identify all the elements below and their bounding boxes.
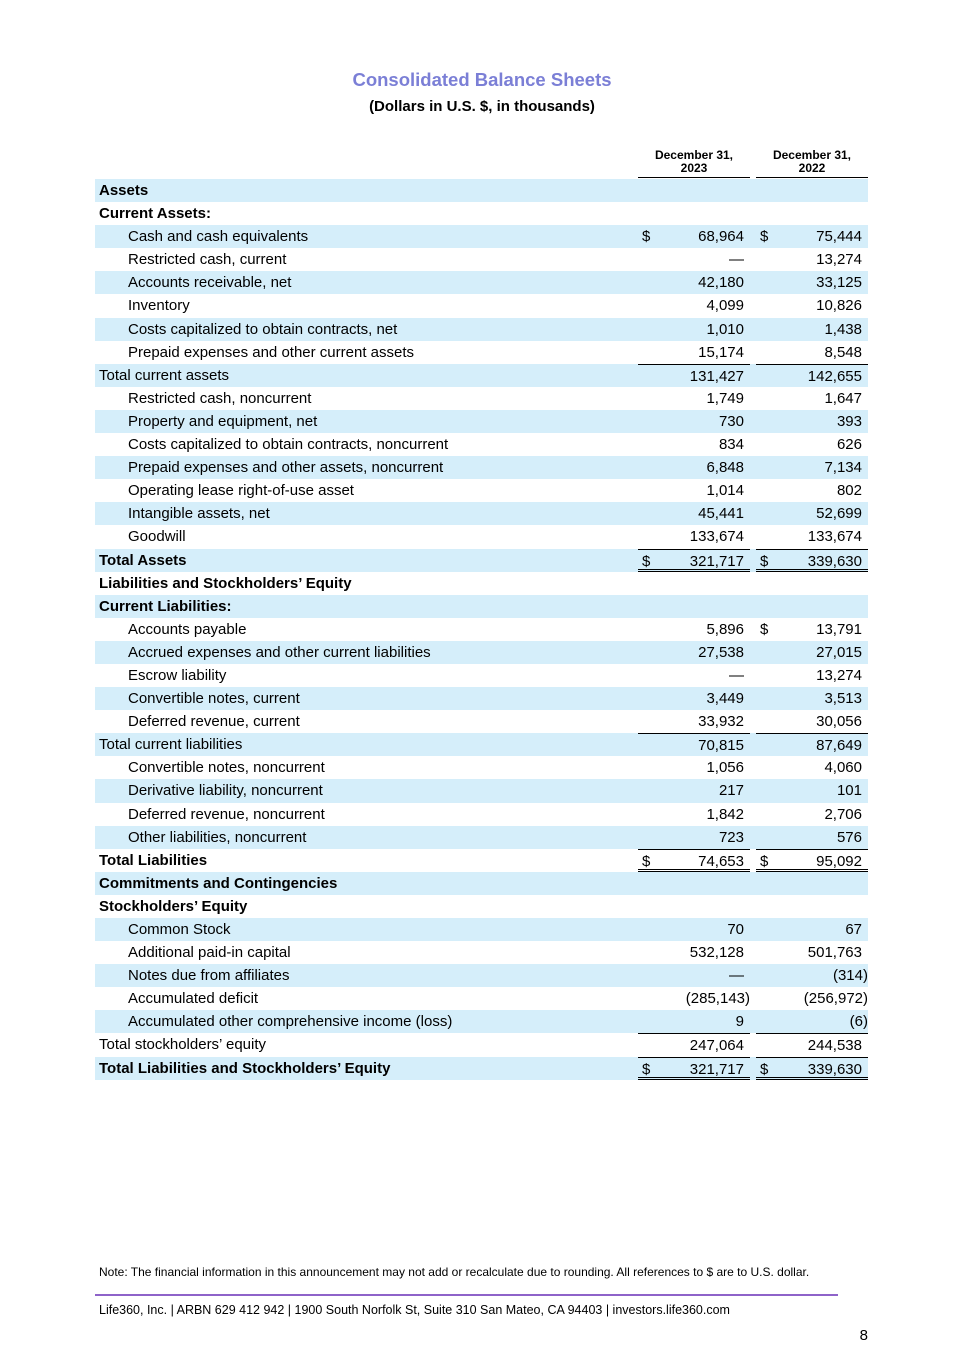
table-row	[95, 248, 868, 271]
value-2022: 27,015	[816, 643, 862, 661]
table-row	[95, 479, 868, 502]
row-label: Additional paid-in capital	[128, 944, 291, 962]
value-2023: 70,815	[698, 737, 744, 755]
value-cell-2023	[638, 318, 750, 341]
value-cell-2023	[638, 387, 750, 410]
value-cell-2023	[638, 1010, 750, 1033]
value-2022: 30,056	[816, 713, 862, 731]
table-row	[95, 1010, 868, 1033]
value-cell-2022	[756, 456, 868, 479]
value-cell-2023	[638, 987, 750, 1010]
value-2023: 131,427	[689, 367, 744, 385]
row-label: Convertible notes, current	[128, 690, 300, 708]
value-cell-2022	[756, 687, 868, 710]
value-cell-2022	[756, 849, 868, 872]
value-cell-2022	[756, 225, 868, 248]
table-row	[95, 318, 868, 341]
value-cell-2023	[638, 479, 750, 502]
currency-symbol: $	[642, 228, 651, 246]
table-row	[95, 918, 868, 941]
value-cell-2022	[756, 410, 868, 433]
row-label: Accounts receivable, net	[128, 274, 292, 292]
value-2023: 68,964	[698, 228, 744, 246]
value-cell-2023	[638, 664, 750, 687]
table-row	[95, 294, 868, 317]
value-2022: 13,274	[816, 666, 862, 684]
balance-sheet-table	[95, 179, 868, 1080]
value-cell-2023	[638, 1057, 750, 1080]
page-title: Consolidated Balance Sheets	[352, 69, 612, 90]
value-cell-2022	[756, 525, 868, 548]
value-cell-2023	[638, 964, 750, 987]
row-label: Total current assets	[99, 366, 230, 384]
value-cell-2023	[638, 826, 750, 849]
value-2022: 33,125	[816, 274, 862, 292]
row-label: Operating lease right-of-use asset	[128, 482, 354, 500]
value-2023: 834	[718, 436, 744, 454]
row-label: Deferred revenue, noncurrent	[128, 805, 325, 823]
value-2022: 576	[836, 828, 862, 846]
row-label: Costs capitalized to obtain contracts, net	[128, 320, 398, 338]
value-2023: 4,099	[706, 297, 744, 315]
value-cell-2023	[638, 918, 750, 941]
row-label: Derivative liability, noncurrent	[128, 782, 323, 800]
value-cell-2022	[756, 733, 868, 756]
value-2022: (256,972)	[803, 990, 868, 1008]
value-2022: 87,649	[816, 737, 862, 755]
currency-symbol: $	[760, 552, 769, 570]
value-2023: 1,749	[706, 389, 744, 407]
value-cell-2022	[756, 803, 868, 826]
table-row	[95, 687, 868, 710]
value-2022: 10,826	[816, 297, 862, 315]
value-cell-2023	[638, 641, 750, 664]
page-subtitle: (Dollars in U.S. $, in thousands)	[369, 98, 595, 115]
value-cell-2023	[638, 756, 750, 779]
value-cell-2022	[756, 248, 868, 271]
table-row	[95, 641, 868, 664]
table-row	[95, 941, 868, 964]
row-label: Accrued expenses and other current liabilities	[128, 643, 431, 661]
row-label: Costs capitalized to obtain contracts, noncurrent	[128, 436, 449, 454]
value-2023: 6,848	[706, 459, 744, 477]
value-cell-2022	[756, 271, 868, 294]
value-2022: 4,060	[824, 759, 862, 777]
value-cell-2022	[756, 1033, 868, 1056]
value-2022: 133,674	[807, 528, 862, 546]
table-row	[95, 502, 868, 525]
value-2022: 142,655	[807, 367, 862, 385]
row-label: Current Assets:	[99, 205, 211, 223]
value-cell-2022	[756, 1057, 868, 1080]
column-header-2022-line2: 2022	[798, 161, 826, 175]
value-2022: 1,647	[824, 389, 862, 407]
row-label: Prepaid expenses and other assets, noncurrent	[128, 459, 444, 477]
value-2022: 339,630	[807, 1060, 862, 1078]
table-row	[95, 710, 868, 733]
value-2023: 1,842	[706, 805, 744, 823]
value-2023: 27,538	[698, 643, 744, 661]
value-2023: 217	[718, 782, 744, 800]
value-cell-2022	[756, 756, 868, 779]
value-cell-2023	[638, 364, 750, 387]
row-label: Restricted cash, current	[128, 251, 287, 269]
table-row	[95, 595, 868, 618]
row-label: Common Stock	[128, 921, 231, 938]
value-cell-2022	[756, 502, 868, 525]
value-cell-2022	[756, 826, 868, 849]
table-row	[95, 664, 868, 687]
row-label: Assets	[99, 182, 149, 199]
value-cell-2022	[756, 918, 868, 941]
table-row	[95, 826, 868, 849]
currency-symbol: $	[642, 852, 651, 870]
value-cell-2023	[638, 687, 750, 710]
row-label: Total current liabilities	[99, 736, 243, 754]
row-label: Accumulated deficit	[128, 990, 259, 1008]
table-row	[95, 872, 868, 895]
table-row	[95, 549, 868, 572]
row-label: Total Liabilities and Stockholders’ Equity	[99, 1059, 391, 1077]
row-label: Cash and cash equivalents	[128, 228, 309, 246]
table-row	[95, 618, 868, 641]
value-2022: (6)	[849, 1013, 868, 1031]
value-2022: 1,438	[824, 320, 862, 338]
value-2022: 75,444	[816, 228, 862, 246]
value-2022: 67	[845, 921, 862, 938]
value-2023: 321,717	[689, 552, 744, 570]
row-label: Total Assets	[99, 551, 187, 569]
table-row	[95, 202, 868, 225]
value-2023: 9	[735, 1013, 744, 1031]
table-row	[95, 456, 868, 479]
value-cell-2023	[638, 248, 750, 271]
row-label: Convertible notes, noncurrent	[128, 759, 325, 777]
table-row	[95, 895, 868, 918]
value-2023: 321,717	[689, 1060, 744, 1078]
value-2023: 1,014	[706, 482, 744, 500]
row-label: Restricted cash, noncurrent	[128, 389, 312, 407]
table-row	[95, 987, 868, 1010]
value-2022: 802	[836, 482, 862, 500]
row-label: Liabilities and Stockholders’ Equity	[99, 574, 352, 592]
value-2023: 532,128	[689, 944, 744, 962]
currency-symbol: $	[760, 1060, 769, 1078]
value-2022: (314)	[832, 967, 868, 985]
row-label: Goodwill	[128, 528, 186, 546]
footnote: Note: The financial information in this announcement may not add or recalculate due to rounding. All references to $ are to U.S. dollar.	[99, 1265, 810, 1279]
row-label: Intangible assets, net	[128, 505, 270, 523]
value-2022: 7,134	[824, 459, 862, 477]
table-row	[95, 756, 868, 779]
table-row	[95, 387, 868, 410]
table-row	[95, 849, 868, 872]
footer-text: Life360, Inc. | ARBN 629 412 942 | 1900 South Norfolk St, Suite 310 San Mateo, CA 94403 | investors.life360.com	[99, 1303, 730, 1317]
value-cell-2023	[638, 456, 750, 479]
value-2022: 2,706	[824, 805, 862, 823]
value-2022: 13,274	[816, 251, 862, 269]
value-cell-2022	[756, 387, 868, 410]
value-cell-2023	[638, 733, 750, 756]
value-2023: 3,449	[706, 690, 744, 708]
value-cell-2022	[756, 618, 868, 641]
value-cell-2023	[638, 502, 750, 525]
value-cell-2022	[756, 341, 868, 364]
value-cell-2022	[756, 479, 868, 502]
row-label: Accumulated other comprehensive income (loss)	[128, 1013, 453, 1031]
table-row	[95, 364, 868, 387]
currency-symbol: $	[760, 228, 769, 246]
value-2022: 244,538	[807, 1037, 862, 1055]
value-cell-2022	[756, 1010, 868, 1033]
table-row	[95, 572, 868, 595]
value-cell-2023	[638, 294, 750, 317]
value-2023: 133,674	[689, 528, 744, 546]
row-label: Accounts payable	[128, 620, 247, 638]
value-2023: —	[729, 967, 744, 985]
value-2022: 101	[836, 782, 862, 800]
table-row	[95, 1033, 868, 1056]
value-2023: 247,064	[689, 1037, 744, 1055]
table-row	[95, 525, 868, 548]
table-row	[95, 271, 868, 294]
page-number: 8	[859, 1327, 868, 1344]
value-cell-2022	[756, 987, 868, 1010]
currency-symbol: $	[642, 552, 651, 570]
value-cell-2023	[638, 410, 750, 433]
value-cell-2022	[756, 433, 868, 456]
value-cell-2023	[638, 549, 750, 572]
table-row	[95, 803, 868, 826]
value-cell-2023	[638, 849, 750, 872]
value-2023: —	[729, 251, 744, 269]
value-2022: 626	[836, 436, 862, 454]
value-cell-2023	[638, 1033, 750, 1056]
value-2022: 393	[836, 412, 862, 430]
value-2023: 5,896	[706, 620, 744, 638]
value-2022: 3,513	[824, 690, 862, 708]
value-2023: (285,143)	[685, 990, 750, 1008]
value-2023: 1,056	[706, 759, 744, 777]
value-2022: 8,548	[824, 343, 862, 361]
value-2023: 723	[718, 828, 744, 846]
row-label: Escrow liability	[128, 666, 227, 684]
table-row	[95, 733, 868, 756]
value-cell-2022	[756, 964, 868, 987]
value-2022: 13,791	[816, 620, 862, 638]
value-cell-2022	[756, 710, 868, 733]
row-label: Stockholders’ Equity	[99, 897, 248, 915]
row-label: Prepaid expenses and other current assets	[128, 343, 415, 361]
value-2022: 52,699	[816, 505, 862, 523]
value-cell-2022	[756, 664, 868, 687]
value-cell-2022	[756, 364, 868, 387]
row-label: Commitments and Contingencies	[99, 874, 338, 892]
value-cell-2022	[756, 641, 868, 664]
currency-symbol: $	[760, 852, 769, 870]
value-cell-2022	[756, 779, 868, 802]
value-2023: 15,174	[698, 343, 744, 361]
value-cell-2023	[638, 525, 750, 548]
value-2022: 339,630	[807, 552, 862, 570]
value-2023: —	[729, 666, 744, 684]
value-cell-2023	[638, 271, 750, 294]
value-cell-2023	[638, 941, 750, 964]
currency-symbol: $	[760, 620, 769, 638]
value-cell-2022	[756, 294, 868, 317]
value-cell-2023	[638, 341, 750, 364]
value-cell-2023	[638, 433, 750, 456]
currency-symbol: $	[642, 1060, 651, 1078]
table-row	[95, 341, 868, 364]
row-label: Total Liabilities	[99, 851, 208, 869]
value-cell-2022	[756, 941, 868, 964]
column-header-2022-line1: December 31,	[772, 148, 852, 162]
value-2023: 70	[727, 921, 744, 938]
row-label: Notes due from affiliates	[128, 967, 290, 985]
table-row	[95, 779, 868, 802]
row-label: Total stockholders’ equity	[99, 1036, 267, 1054]
value-2023: 1,010	[706, 320, 744, 338]
column-header-2023-line2: 2023	[680, 161, 708, 175]
value-2023: 45,441	[698, 505, 744, 523]
value-cell-2023	[638, 803, 750, 826]
column-header-2022	[756, 149, 868, 178]
table-row	[95, 179, 868, 202]
value-2023: 33,932	[698, 713, 744, 731]
value-2022: 501,763	[807, 944, 862, 962]
table-row	[95, 964, 868, 987]
row-label: Property and equipment, net	[128, 412, 318, 430]
value-cell-2023	[638, 779, 750, 802]
column-header-2023	[638, 149, 750, 178]
table-row	[95, 433, 868, 456]
table-row	[95, 1057, 868, 1080]
value-cell-2022	[756, 549, 868, 572]
value-cell-2023	[638, 710, 750, 733]
table-row	[95, 225, 868, 248]
row-label: Inventory	[128, 297, 190, 315]
value-2023: 730	[718, 412, 744, 430]
value-cell-2023	[638, 618, 750, 641]
value-2022: 95,092	[816, 852, 862, 870]
row-label: Deferred revenue, current	[128, 713, 300, 731]
row-label: Other liabilities, noncurrent	[128, 828, 307, 846]
row-label: Current Liabilities:	[99, 597, 232, 615]
value-cell-2022	[756, 318, 868, 341]
footer-divider	[95, 1294, 838, 1296]
column-header-2023-line1: December 31,	[654, 148, 734, 162]
value-2023: 42,180	[698, 274, 744, 292]
value-cell-2023	[638, 225, 750, 248]
table-row	[95, 410, 868, 433]
value-2023: 74,653	[698, 852, 744, 870]
